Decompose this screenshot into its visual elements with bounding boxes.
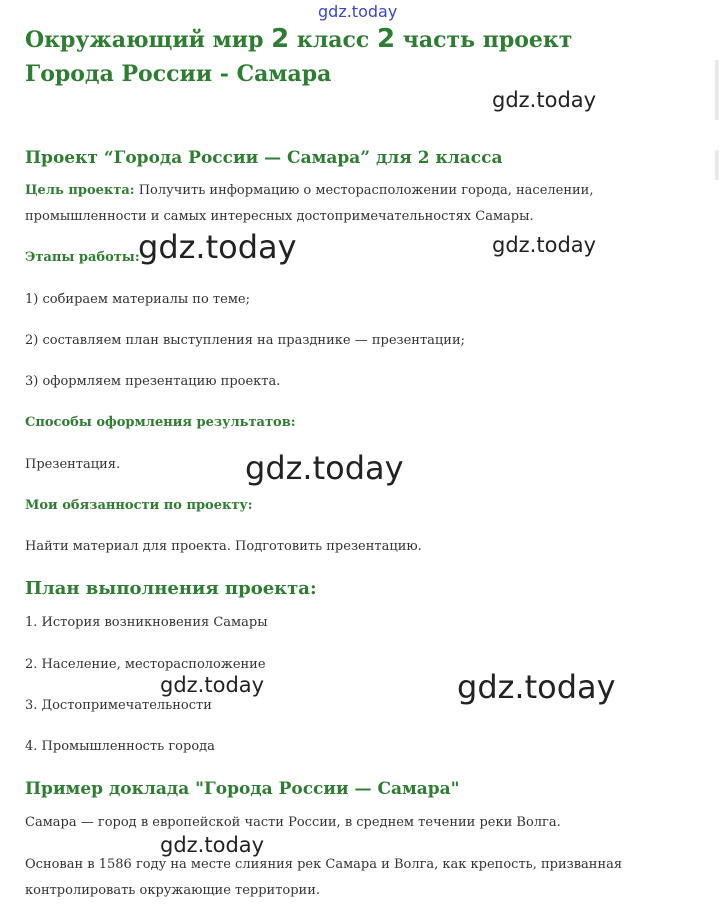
watermark-3: gdz.today bbox=[492, 233, 597, 257]
report-heading: Пример доклада "Города России — Самара" bbox=[25, 779, 460, 799]
watermark-4: gdz.today bbox=[245, 449, 404, 487]
plan-item: 1. История возникновения Самары bbox=[25, 615, 268, 630]
goal-text-line2: промышленности и самых интересных достопримечательностях Самары. bbox=[25, 209, 534, 224]
watermark-5: gdz.today bbox=[160, 673, 265, 697]
title-num2: 2 bbox=[376, 24, 396, 54]
report-paragraph-2 bbox=[25, 852, 665, 904]
watermark-6: gdz.today bbox=[457, 668, 616, 706]
title-num1: 2 bbox=[271, 24, 290, 54]
goal-text-line1: Получить информацию о месторасположении города, населении, bbox=[134, 183, 594, 198]
plan-item: 4. Промышленность города bbox=[25, 739, 215, 754]
plan-item: 2. Население, месторасположение bbox=[25, 657, 266, 672]
report-paragraph-2-line2: контролировать окружающие территории. bbox=[25, 883, 321, 898]
goal-label: Цель проекта: bbox=[25, 183, 135, 198]
stage-item: 3) оформляем презентацию проекта. bbox=[25, 374, 281, 389]
duties-label-line bbox=[25, 493, 665, 519]
duties-text: Найти материал для проекта. Подготовить презентацию. bbox=[25, 539, 422, 554]
title-part3: часть проект Города России - Самара bbox=[25, 27, 573, 87]
plan-item: 3. Достопримечательности bbox=[25, 698, 212, 713]
results-label-line bbox=[25, 410, 665, 436]
plan-heading: План выполнения проекта: bbox=[25, 578, 317, 599]
project-goal bbox=[25, 178, 665, 230]
results-label: Способы оформления результатов: bbox=[25, 415, 296, 430]
watermark-2: gdz.today bbox=[138, 228, 297, 266]
watermark-1: gdz.today bbox=[492, 88, 597, 112]
report-paragraph-1: Самара — город в европейской части России, в среднем течении реки Волга. bbox=[25, 815, 561, 830]
project-heading: Проект “Города России — Самара” для 2 класса bbox=[25, 148, 503, 168]
scroll-edge-mid bbox=[715, 150, 719, 180]
title-part1: Окружающий мир bbox=[25, 27, 272, 53]
scroll-edge-top bbox=[715, 60, 719, 120]
stage-item: 1) собираем материалы по теме; bbox=[25, 292, 250, 307]
results-text: Презентация. bbox=[25, 457, 121, 472]
title-part2: класс bbox=[289, 27, 377, 53]
stages-label: Этапы работы: bbox=[25, 250, 140, 265]
watermark-7: gdz.today bbox=[160, 833, 265, 857]
report-paragraph-2-line1: Основан в 1586 году на месте слияния рек Самара и Волга, как крепость, призванная bbox=[25, 857, 623, 872]
watermark-top: gdz.today bbox=[318, 2, 398, 21]
page-title bbox=[25, 22, 665, 91]
stage-item: 2) составляем план выступления на празднике — презентации; bbox=[25, 333, 465, 348]
duties-label: Мои обязанности по проекту: bbox=[25, 498, 253, 513]
